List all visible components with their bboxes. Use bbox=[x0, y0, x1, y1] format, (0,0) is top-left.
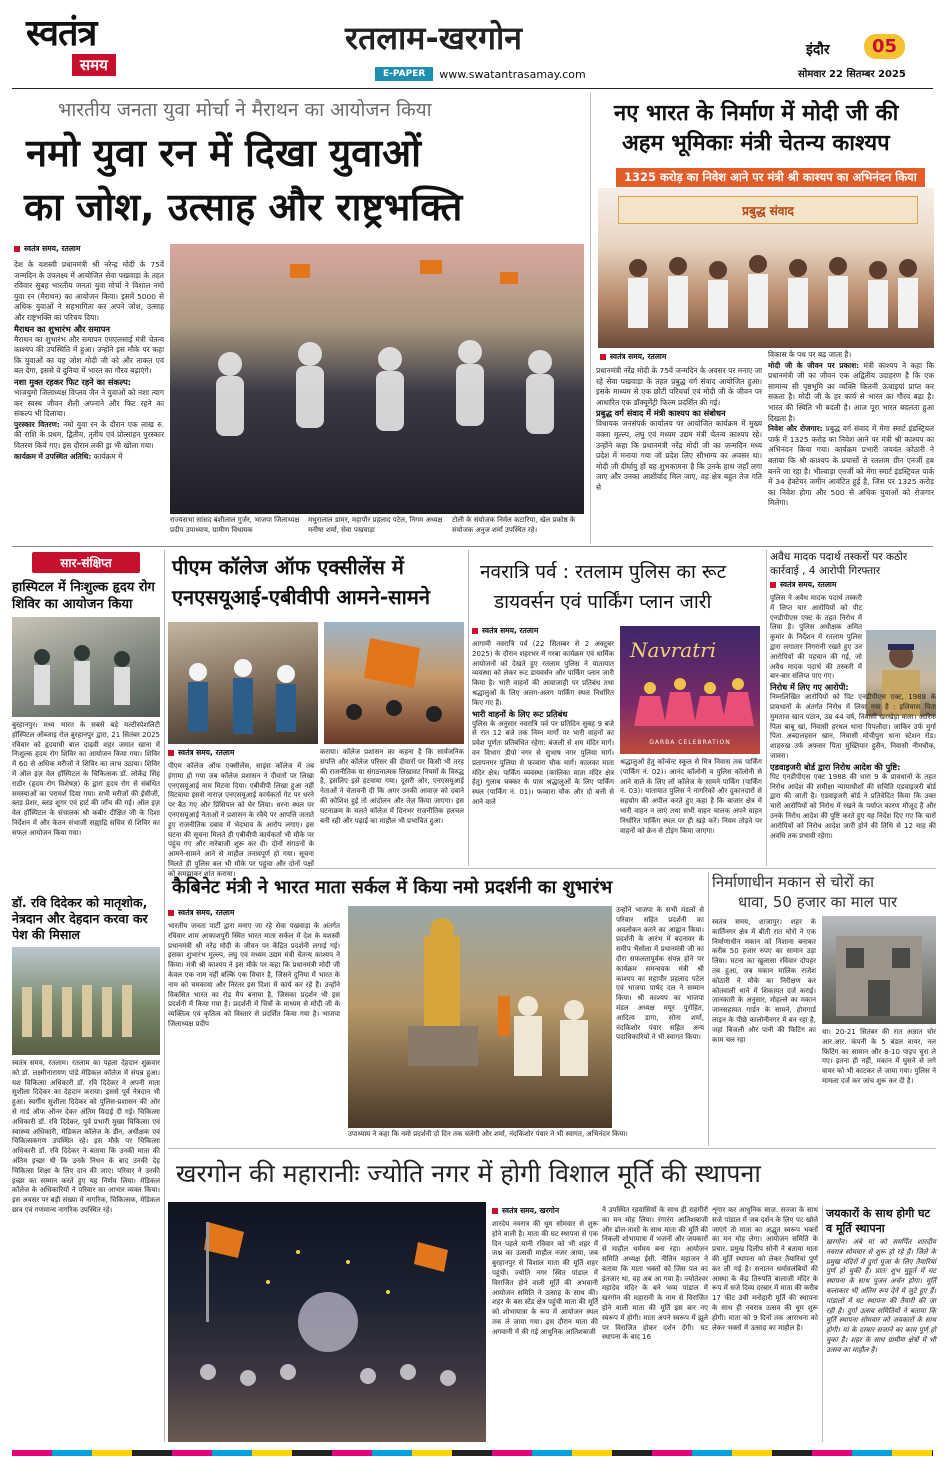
navratri-story: नवरात्रि पर्व : रतलाम पुलिस का रूट डायवर्सन एवं पार्किंग प्लान जारी स्वतंत्र समय, रतलाम आगामी नवरात्रि पर्व (22 सितम्बर से 2 अक्टूबर 2025) के दौरान शहरभर में गरबा कार्यक्रम एवं धार्मिक आयोजनों को देखते हुए रतलाम पुलिस ने यातायात व्यवस्था को लेकर रूट डायवर्सन और पार्किंग प्लान जारी किया है। भारी वाहनों की आवाजाही पर प्रतिबंध तथा श्रद्धालुओं के लिए अलग-अलग पार्किंग स्थल निर्धारित किए गए हैं। भारी वाहनों के लिए रूट प्रतिबंध पुलिस के अनुसार नवरात्रि पर्व पर प्रतिदिन सुबह 9 बजे से रात 12 बजे तक निम्न मार्गों पर भारी वाहनों का प्रवेश पूर्णतः प्रतिबंधित रहेगा: बंजली से शम मंदिर मार्ग। वन विभाग डीपो नगर से सुभाष नगर पुलिया मार्ग। प्रतापनगर पुलिया से फव्वारा चौक मार्ग। कालका माता मंदिर क्षेत्र। पार्किंग व्यवस्था (कालिका माता मंदिर क्षेत्र हेतु) गुलाब चक्कर के पास श्रद्धालुओं के लिए पार्किंग स्थल (पार्किंग नं. 01)। फव्वारा चौक और दो बत्ती से आने वाले Navratri GARBA CELEBRATION श्रद्धालुओं हेतु कॉन्वेन्ट स्कूल से मित्र निवास तक पार्किंग (पार्किंग नं. 02)। आनंद कॉलोनी व पुलिस कॉलोनी से आने वाले के लिए लॉ कॉलेज के सामने पार्किंग (पार्किंग नं. 03)। यातायात पुलिस ने नागरिकों और दुकानदारों से सहयोग की अपील करते हुए कहा है कि बाजार क्षेत्र में भारी वाहन न लाएं तथा सभी वाहन चालक अपने वाहन निर्धारित पार्किंग स्थल पर ही खड़े करें। नियम तोड़ने पर वाहनों को क्रेन से टोइंग किया जाएगा। bbox=[472, 550, 762, 866]
byline: स्वतंत्र समय, रतलाम bbox=[472, 626, 538, 636]
medical-camp-illustration bbox=[12, 617, 160, 717]
college-headline-2: एनएसयूआई-एबीवीपी आमने-सामने bbox=[172, 585, 430, 609]
kashyap-col-1: प्रधानमंत्री नरेंद्र मोदी के 75वें जन्मदिन के अवसर पर मनाए जा रहे सेवा पखवाड़ा के तहत प्रबुद्ध वर्ग संवाद आयोजित हुआ। इसके माध्यम से एक छोटी परिचर्चा एवं मोदी जी के जीवन पर आधारित एक डॉक्यूमेंट्री फिल्म प्रदर्शित की गई। प्रबुद्ध वर्ग संवाद में मंत्री काश्यप का संबोधन विधायक जनसंपर्क कार्यालय पर आयोजित कार्यक्रम में मुख्य वक्ता मूल्ल्प, लघु एवं मध्यम उद्यम मंत्री चेतन्य काश्यप रहे। उन्होंने कहा कि प्रधानमंत्री नरेंद्र मोदी जी का जन्मदिन मध्य प्रदेश में मनाया गया जो प्रदेश लिए सौभाग्य का अवसर था। मोदी जी दीर्घायु हों यह शुभकामना है कि उनके हाथ जहाँ लगा जाए और उनका आशीर्वाद मिल जाए, वह क्षेत्र बहुत तेज गति से bbox=[596, 366, 762, 492]
byline: स्वतंत्र समय, रतलाम bbox=[770, 580, 936, 590]
logo bbox=[26, 14, 156, 84]
drugs-text: पुलिस ने अवैध मादक पदार्थ तस्करी में लिप्त चार आरोपियों को पीट एनडीपीएस एक्ट के तहत निरोध में लिया है। पुलिस अधीक्षक अमित कुमार के निर्देशन में रतलाम पुलिस द्वारा लगातार निगरानी रखते हुए उन आरोपियों की पहचान की गई, जो अवैध मादक पदार्थ की तस्करी में बार-बार संलिप्त पाए गए। निरोध में लिए गए आरोपी: निम्नलिखित आरोपियों को पिट एनडीपीएस एक्ट, 1988 के प्रावधानों के अंतर्गत निरोध में लिया गया है : इलियास पिता मुमताज खान पठान, उम्र 44 वर्ष, निवासी खरखेड़ा कला। आरिफ पिता बाबू खां, निवासी हरथल थाना पिपलौदा। जाकिर उर्फ मुर्गा पिता अब्दालहसन खान, निवासी मोचीपुरा थाना स्टेशन रोड। शाहरुख उर्फ अफसर पिता मुख्तियार हुसैन, निवासी नीमचौक, जावरा। एडवाइजरी बोर्ड द्वारा निरोध आदेश की पुष्टि: पिट एनडीपीएस एक्ट 1988 की धारा 9 के प्रावधानों के तहत निरोध आदेश की समीक्षा न्यायाधीशों की सचिति एडवाइजरी बोर्ड द्वारा की जाती है। एडवाइजरी बोर्ड ने प्रतिवेदित किया कि उक्त चारों आरोपियों को निरोध में रखने के पर्याप्त कारण मौजूद हैं और उनके निरोध आदेश की पुष्टि करते हुए यह निर्देश दिए गए कि चारों आरोपियों को निरोध आदेश जारी होने की तिथि से 12 माह की अवधि तक प्रभावी रहेगा। bbox=[770, 594, 936, 840]
theft-headline-2: धावा, 50 हजार का माल पार bbox=[738, 893, 898, 911]
marathon-story bbox=[14, 92, 584, 544]
protest-illustration bbox=[168, 622, 318, 744]
site-url[interactable]: www.swatantrasamay.com bbox=[439, 67, 586, 81]
byline: स्वतंत्र समय, रतलाम bbox=[14, 244, 80, 254]
khargone-headline: खरगोन की महारानीः ज्योति नगर में होगी विशाल मूर्ति की स्थापना bbox=[176, 1159, 761, 1188]
stage-banner: प्रबुद्ध संवाद bbox=[618, 196, 918, 224]
theft-story: निर्माणाधीन मकान से चोरों का धावा, 50 हजार का माल पार स्वतंत्र समय, शाजापुर। शहर के कार्तिनगर क्षेत्र में बीती रात चोरों ने एक निर्माणाधीन मकान को निशाना बनाकर करीब 50 हजार रुपए का सामान उड़ा लिया। घटना का खुलासा रविवार दोपहर तब हुआ, जब मकान मालिक राजेश कोठारी ने मौके का निरीक्षण कर कोतवाली थाने में शिकायत दर्ज कराई। जानकारी के अनुसार, मोहल्ले का मकान जानसहायत गार्डन के सामने, होमगार्ड लाइन के पीछे कालोनीनगर में बन रहा है, जहां बिजली और पानी की फिटिंग का काम चल रहा था। 20-21 सितंबर की रात अज्ञात चोर आर.आर. कंपनी के 5 बंडल वायर, नल फिटिंग का सामान और 8-10 पाइप चुरा ले गए। इतना ही नहीं, मकान में घुसने से लगे वायर को भी काटकर ले जाया गया। पुलिस ने मामला दर्ज कर जांच शुरू कर दी है। bbox=[712, 873, 936, 1085]
building-illustration bbox=[822, 916, 936, 1024]
logo-bottom: समय bbox=[72, 54, 116, 76]
kashyap-photo bbox=[598, 188, 934, 348]
poster-sub: GARBA CELEBRATION bbox=[649, 739, 731, 746]
drugs-headline-2: कार्रवाई , 4 आरोपी गिरफ्तार bbox=[770, 565, 881, 577]
kashyap-story bbox=[596, 92, 936, 544]
college-story: पीएम कॉलेज ऑफ एक्सीलेंस में एनएसयूआई-एबीवीपी आमने-सामने स्वतंत्र समय, रतलाम पीएम कॉलेज ऑफ एक्सीलेंस, साइंस कॉलेज में तब हंगामा हो गया जब कॉलेज प्रशासन ने दीवारों पर लिखा एनएसयूआई नाम मिटवा दिया। एबीवीपी लिखा हुआ नहीं मिटवाया इससे नाराज़ एनएसयूआई कार्यकर्ता गेट पर धरने पर बैठ गए और प्रिंसिपल को घेर लिया। धरना स्थल पर एनएसयूआई नेताओं ने प्रशासन के रवैये पर आपत्ति जताते हुए राजनीतिक दबाव में भेदभाव के आरोप लगाए। इस घटना की सूचना मिलते ही एबीवीपी कार्यकर्ता भी मौके पर पहुंच गए और नारेबाजी शुरू कर दी। दोनों संगठनों के आमने-सामने आने से माहौल तनावपूर्ण हो गया। सूचना मिलते ही पुलिस बल भी मौके पर पहुंचा और दोनों पक्षों को समझाकर शांत कराया। कराया। कॉलेज प्रशासन का कहना है कि सार्वजनिक संपत्ति और कॉलेज परिसर की दीवारों पर किसी भी तरह की राजनीतिक या संगठनात्मक लिखावट नियमों के विरुद्ध है, इसलिए इसे हटवाया गया। दूसरी ओर, एनएसयूआई नेताओं ने चेतावनी दी कि अगर उनकी आवाज़ को दबाने की कोशिश हुई तो आंदोलन और तेज़ किया जाएगा। इस घटनाक्रम के चलते कॉलेज में दिनभर राजनीतिक हलचल बनी रही और पढ़ाई का माहौल भी प्रभावित हुआ। bbox=[168, 550, 464, 866]
byline: स्वतंत्र समय, रतलाम bbox=[600, 352, 666, 362]
page-number: 05 bbox=[864, 34, 905, 59]
byline: स्वतंत्र समय, खरगोन bbox=[492, 1206, 559, 1216]
theft-headline-1: निर्माणाधीन मकान से चोरों का bbox=[712, 873, 874, 891]
saar-photo-1 bbox=[12, 617, 160, 717]
epaper-bar bbox=[375, 66, 586, 82]
kashyap-banner: 1325 करोड़ का निवेश आने पर मंत्री श्री काश्यप का अभिनंदन किया bbox=[616, 168, 925, 187]
marathon-headline-1: नमो युवा रन में दिखा युवाओं bbox=[26, 131, 421, 175]
college-headline-1: पीएम कॉलेज ऑफ एक्सीलेंस में bbox=[172, 555, 404, 579]
procession-illustration bbox=[168, 1202, 486, 1442]
crowd-illustration bbox=[598, 188, 934, 348]
marathon-col: देश के यशस्वी प्रधानमंत्री श्री नरेन्द्र मोदी के 75वें जन्मदिन के उपलक्ष्य में आयोजित सेवा पखवाड़ा के तहत रविवार सुबह भारतीय जनता युवा मोर्चा ने विशाल नमो युवा रन (मैराथन) का आयोजन किया। इसमें 5000 से अधिक युवाओं ने सहभागिता कर अपने जोश, उत्साह और राष्ट्रभक्ति का परिचय दिया। मैराथन का शुभारंभ और समापन मैराथन का शुभारंभ और समापन एमएलसाई मंत्री चेतन्य काश्यप की उपस्थिति में हुआ। उन्होंने इस मौके पर कहा कि युवाओं का यह जोश मोदी जी को और ताकत एवं बल देगा, इससे वे दुनिया में भारत का गौरव बढ़ाएंगे। नशा मुक्त रहकर फिट रहने का संकल्प: भाजयुमो जिलाध्यक्ष विप्लव जैन ने युवाओं को नशा त्याग कर स्वस्थ जीवन शैली अपनाने और फिट रहने का संकल्प भी दिलाया। पुरस्कार वितरण: नमो युवा रन के दौरान एक लाख रु. की राशि के प्रथम, द्वितीय, तृतीय एवं प्रोत्साहन पुरस्कार वितरण किये गए। इस दौरान लकी ड्रा भी खोला गया। कार्यक्रम में उपस्थित अतिथि: कार्यक्रम में bbox=[14, 260, 165, 461]
kashyap-headline-1: नए भारत के निर्माण में मोदी जी की bbox=[614, 101, 899, 126]
drugs-headline-1: अवैध मादक पदार्थ तस्करों पर कठोर bbox=[770, 551, 908, 563]
saar-headline-1: हास्पिटल में निःशुल्क हृदय रोग शिविर का आयोजन किया bbox=[12, 580, 155, 612]
navratri-poster bbox=[620, 626, 760, 754]
logo-top: स्वतंत्र bbox=[26, 13, 97, 54]
marathon-caption: राज्यसभा सांसद बंशीलाल गुर्जर, भाजपा जिलाध्यक्ष प्रदीप उपाध्याय, ग्रामीण विधायक मथुरालाल डामर, महापौर प्रहलाद पटेल, निगम अध्यक्ष मनीषा शर्मा, सेवा पखवाड़ा टोली के संयोजक निर्मल कटारिया, खेल प्रकोष्ठ के संयोजक अनुज शर्मा उपस्थित रहे। bbox=[170, 516, 576, 534]
marathon-kicker: भारतीय जनता युवा मोर्चा ने मैराथन का आयोजन किया bbox=[58, 99, 432, 121]
khargone-story: खरगोन की महारानीः ज्योति नगर में होगी विशाल मूर्ति की स्थापना स्वतंत्र समय, खरगोन शारदेय नवरात्र की धूम सोमवार से शुरू होने वाली है। माता की घट स्थापना से एक दिन पहले यानी रविवार को भी शहर में जश्न का उत्सवी माहौल नजर आया, जब बुरहानपुर से विशाल माता की मूर्ति शहर पहुंची। ज्योति नगर स्थित पांडाल में विराजित होने वाली मूर्ति की अभवानी आयोजन समिति ने उत्साह के साथ की। शहर के बस स्टेंड क्षेत्र पहुंची माता की मूर्ति को शोभायात्रा के रूप में आयोजन स्थल तक ले जाया गया। इस दौरान माता की अगवानी में की गई आधुनिक आतिशबाजी ने उपस्थित रहवासियों के साथ ही राहगीरों का मन मोह लिया। रंगारंग आतिशबाजी और ढोल-ताशों के साथ माता की मूर्ति की निकली शोभायात्रा में भजनों और जयकारों से माहौल धर्ममय बना रहा। आयोजन समिति अध्यक्ष ईसी. नीतिन महाजन ने बताया कि माता भक्तों को जिस पल का इंतजार था, वह अब आ गया है। ज्योतेश्वर महादेव मंदिर के बने भव्य पांडाल में खरगोन की महारानी के नाम से विराजित होने वाली माता की मूर्ति इस बार नए स्वरूप में होगी। माता अपने स्वरूप में झूले पर विराजित होकर दर्शन देंगी। घट स्थापना के बाद 16 शृंगार कर आधुनिक साज. सज्जा के साथ सजे पांडाल में जब दर्शन के लिए पट खोले जाएंगे तो माता का अद्भुत स्वरूप भक्तों का मन मोह लेगा। आयोजन समिति के प्रचार. प्रमुख दिलीप सोनी ने बताया माता की मूर्ति स्थापना को लेकर तैयारियां पूर्ण कर ली गई है। सनातन धर्मावलंबियों की आस्था के केंद्र तिरुपति बालाजी मंदिर के रूप में सजे दिव्य दरबार में माता की करीब 17 फीट उंची मनोहारी मूर्ति की स्थापना के साथ ही नवरात्र उत्सव की धूम शुरू होगी। माता को 9 दिनों तक आराधना को लेकर भक्तों में उत्साह का माहौल है। जयकारों के साथ होगी घट व मूर्ति स्थापना खरगोन। अंबे मां को समर्पित शारदीय नवरात्र सोमवार से शुरू हो रहे हैं। जिले के प्रमुख मंदिरों में दुर्गा पूजा के लिए तैयारियां पूर्ण हो चुकी हैं। प्रातः शुभ मुहूर्त में घट स्थापना के साथ पूजन अर्चन होगा। मूर्ति कलाकार भी अंतिम रूप देने में जुटे हुए हैं। पांडालों में घट स्थापना की तैयारी की जा रही है। दुर्गा उत्सव समितियों ने बताया कि मूर्ति स्थापना सोमवार को जयकारों के साथ होगी। मां के दरबार सजाने का काम पूर्ण हो चुका है। शहर के साथ ग्रामीण क्षेत्रों में भी उत्सव का माहौल है। bbox=[168, 1152, 936, 1446]
saar-photo-2 bbox=[12, 947, 160, 1055]
epaper-label: E-PAPER bbox=[375, 67, 433, 81]
runners-illustration bbox=[170, 244, 584, 514]
date: सोमवार 22 सितम्बर 2025 bbox=[798, 69, 906, 80]
pradarshani-headline: कैबिनेट मंत्री ने भारत माता सर्कल में किया नमो प्रदर्शनी का शुभारंभ bbox=[172, 877, 613, 898]
byline: स्वतंत्र समय, रतलाम bbox=[168, 748, 234, 758]
navratri-headline-2: डायवर्सन एवं पार्किंग प्लान जारी bbox=[494, 591, 712, 613]
saar-headline-2: डॉ. रवि दिदेकर को मातृशोक, नेत्रदान और देहदान करवा कर पेश की मिसाल bbox=[12, 895, 148, 942]
poster-title: Navratri bbox=[630, 638, 717, 662]
marathon-photo bbox=[170, 244, 584, 514]
guard-of-honour-illustration bbox=[12, 947, 160, 1055]
marathon-headline-2: का जोश, उत्साह और राष्ट्रभक्ति bbox=[24, 185, 463, 229]
saar-label: सार-संक्षिप्त bbox=[32, 552, 140, 573]
drugs-story bbox=[770, 550, 936, 866]
kashyap-headline-2: अहम भूमिकाः मंत्री चेतन्य काश्यप bbox=[622, 131, 890, 156]
flag-illustration bbox=[324, 622, 464, 744]
statue-illustration bbox=[348, 906, 612, 1128]
city: इंदौर bbox=[806, 42, 830, 58]
masthead bbox=[0, 0, 945, 86]
navratri-headline-1: नवरात्रि पर्व : रतलाम पुलिस का रूट bbox=[480, 561, 727, 583]
theft-photo bbox=[822, 916, 936, 1024]
byline: स्वतंत्र समय, रतलाम bbox=[168, 908, 234, 918]
pradarshani-story: कैबिनेट मंत्री ने भारत माता सर्कल में किया नमो प्रदर्शनी का शुभारंभ स्वतंत्र समय, रतलाम भारतीय जनता पार्टी द्वारा मनाए जा रहे सेवा पखवाड़ा के अंतर्गत रविवार शाम आकाशपुरी स्थित भारत माता सर्कल में देश के यशस्वी प्रधानमंत्री श्री नरेंद्र मोदी के जीवन पर केंद्रित प्रदर्शनी लगाई गई। इसका शुभारंभ मूल्ल्प, लघु एवं मध्यम उद्यम मंत्री चेतन्य काश्यप ने किया। मंत्री श्री काश्यप ने इस मौके पर कहा कि प्रधानमंत्री मोदी जी केवल एक नाम नहीं बल्कि एक विचार है, जिसने दुनिया में भारत के नाम को चमकाया और निरंतर इस दिशा में कार्य कर रहे हैं। उन्होंने विकसित भारत का रोड मैप बनाया है, जिसका प्रदर्शन भी इस प्रदर्शनी में किया गया है। प्रदर्शनी में चित्रों के माध्यम से मोदी जी के व्यक्तित्व एवं कृतित्व को विस्तार से प्रदर्शित किया गया है। भाजपा जिलाध्यक्ष प्रदीप उपाध्याय ने कहा कि नमो प्रदर्शनी दो दिन तक चलेगी और शर्मा, नंदकिशोर पंवार ने भी स्वागत, अभिनंदन किया। उन्होंने भाजपा के सभी मंडलों से परिवार सहित प्रदर्शनी का अवलोकन करने का आह्वान किया। प्रदर्शनी के आरंभ में बदनावर के समीप भैंसोला में प्रधानमंत्री जी का दौरा सफलतापूर्वक संपन्न होने पर कार्यक्रम समन्वयक मंत्री श्री काश्यप का महापौर प्रहलाद पटेल एवं भाजपा पार्षद दल ने सम्मान किया। श्री काश्यप का भाजपा मंडल अध्यक्ष मयूर पुरोहित, आदित्य डागा, सोना शर्मा, नंदकिशोर पंवार सहित अन्य पदाधिकारियों ने भी स्वागत किया। bbox=[168, 872, 704, 1146]
khargone-photo bbox=[168, 1202, 486, 1442]
garba-dancers-icon bbox=[620, 626, 760, 754]
section-title: रतलाम-खरगोन bbox=[345, 19, 523, 57]
college-photo-2 bbox=[324, 622, 464, 744]
navratri-col-1: आगामी नवरात्रि पर्व (22 सितम्बर से 2 अक्टूबर 2025) के दौरान शहरभर में गरबा कार्यक्रम एवं धार्मिक आयोजनों को देखते हुए रतलाम पुलिस ने यातायात व्यवस्था को लेकर रूट डायवर्सन और पार्किंग प्लान जारी किया है। भारी वाहनों की आवाजाही पर प्रतिबंध तथा श्रद्धालुओं के लिए अलग-अलग पार्किंग स्थल निर्धारित किए गए हैं। भारी वाहनों के लिए रूट प्रतिबंध पुलिस के अनुसार नवरात्रि पर्व पर प्रतिदिन सुबह 9 बजे से रात 12 बजे तक निम्न मार्गों पर भारी वाहनों का प्रवेश पूर्णतः प्रतिबंधित रहेगा: बंजली से शम मंदिर मार्ग। वन विभाग डीपो नगर से सुभाष नगर पुलिया मार्ग। प्रतापनगर पुलिया से फव्वारा चौक मार्ग। कालका माता मंदिर क्षेत्र। पार्किंग व्यवस्था (कालिका माता मंदिर क्षेत्र हेतु) गुलाब चक्कर के पास श्रद्धालुओं के लिए पार्किंग स्थल (पार्किंग नं. 01)। फव्वारा चौक और दो बत्ती से आने वाले bbox=[472, 640, 614, 806]
khargone-side-headline: जयकारों के साथ होगी घट व मूर्ति स्थापना bbox=[826, 1207, 931, 1235]
saar-column: सार-संक्षिप्त हास्पिटल में निःशुल्क हृदय रोग शिविर का आयोजन किया बुरहानपुर। मध्य भारत के सबसे बड़े मल्टीस्पेशलिटी हॉस्पिटल ऑब्जाइ रोल बुरहानपुर द्वारा, 21 सितंबर 2025 रविवार को हृदयाघी बाल दाढ़वी शहर जमात खाना में निःशुल्क हृदय रोग शिविर का आयोजन किया गया। शिविर में 60 से अधिक मरीजों ने शिविर का लाभ उठाया। शिविर में ऑल इज़ वेल हॉस्पिटल के चिकित्सक डॉ. लोकेंद्र सिंह राठौर (हृदय रोग विशेषज्ञ) के द्वारा हृदय रोग से संबंधित समस्याओं का परामर्श दिया गया। सभी मरीजों की ईसीजी, ब्लड प्रेशर, ब्लड शुगर एवं हार्ट की जाँच की गई। ऑल इज़ वेल हॉस्पिटल के संचालक श्री कबीर दीक्षित जी के दिशा निर्देशन में और केतन संभाजी सह्याद्रि सचिव से शिविर का सफल आयोजन किया गया। डॉ. रवि दिदेकर को मातृशोक, नेत्रदान और देहदान करवा कर पेश की मिसाल स्वतंत्र समय, रतलाम। रतलाम का पहला देहदान शुक्रवार को डॉ. लक्ष्मीनारायण पांडे मेडिकल कॉलेज में संपन्न हुआ। यश चिकित्सा अधिकारी डॉ. रवि दिदेकर ने अपनी माता सुशीला दिदेकर का देहदान कराया। इससे पूर्व नेत्रदान भी हुआ। स्वर्गीय सुशीला दिदेकर को पुलिस-प्रशासन की ओर से गार्ड ऑफ ऑनर देकर अंतिम विदाई दी गई। चिकित्सा अधिकारी डॉ. रवि दिदेकर, पूर्व प्रभारी मुख्य चिकित्सा एवं स्वास्थ्य अधिकारी, मेडिकल कॉलेज के डीन, अधीक्षक एवं चिकित्सकगण उपस्थित रहे। इस मौके पर चिकित्सा अधिकारी डॉ. रवि दिदेकर ने बताया कि उनकी माता की अंतिम इच्छा थी कि उनके निधन के बाद उनकी देह चिकित्सा शिक्षा के लिए दान की जाए। परिवार ने उनकी इच्छा का सम्मान करते हुए यह निर्णय लिया। मेडिकल कॉलेज के अधिकारियों ने परिवार का आभार व्यक्त किया। इस अवसर पर बड़ी संख्या में नागरिक, चिकित्सक, मेडिकल छात्र एवं गणमान्य नागरिक उपस्थित रहे। bbox=[12, 550, 160, 1442]
pradarshani-photo bbox=[348, 906, 612, 1128]
college-photo-1 bbox=[168, 622, 318, 744]
color-strip bbox=[12, 1450, 933, 1456]
bullet-icon bbox=[14, 246, 20, 252]
kashyap-col-2: विकास के पथ पर बढ़ जाता है। मोदी जी के जीवन पर प्रकाश: मंत्री काश्यप ने कहा कि प्रधानमंत्री जी का जीवन एक अद्वितीय उदाहरण है कि एक सामान्य सी पृष्ठभूमि का व्यक्ति कितनी ऊंचाइयां प्राप्त कर सकता है। मोदी जी के हर कार्य से भारत का गौरव बढ़ा है। भारत की स्थिति भी बदली है। आज पूरा भारत बदलता हुआ दिखता है। निवेश और रोजगार: प्रबुद्ध वर्ग संवाद में मेगा स्मार्ट इंडस्ट्रियल पार्क में 1325 करोड़ का निवेश आने पर मंत्री श्री काश्यप का अभिनंदन किया गया। कार्यक्रम प्रभारी जयवंत कोठारी ने बताया कि श्री काश्यप के प्रयासों से रतलाम ग्रीन एनर्जी हब बनने जा रहा है। भील्वाड़ा एनर्जी को मेगा स्मार्ट इंडस्ट्रियल पार्क में 34 हेक्टेयर जमीन आवंटित हुई है, जिस पर 1325 करोड़ का निवेश होगा और 500 से अधिक युवाओं को रोजगार मिलेगा। bbox=[768, 350, 934, 508]
